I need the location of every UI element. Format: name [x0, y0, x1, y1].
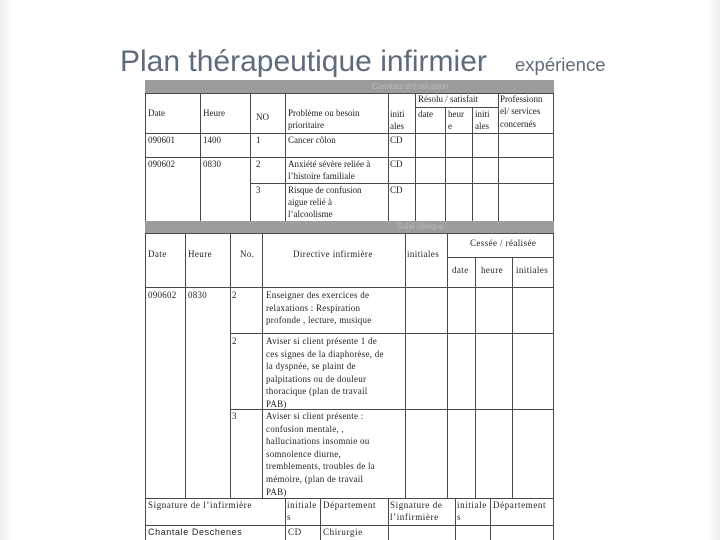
- suivi-header-date: Date: [148, 249, 167, 259]
- constats-header-resolu: Résolu / satisfait: [418, 94, 478, 104]
- suivi-cell-no: 2: [232, 290, 237, 300]
- grid-line: [285, 498, 286, 540]
- signature-header-signature: Signature de l’infirmière: [390, 500, 443, 522]
- suivi-header-cessee-date: date: [452, 265, 469, 275]
- signature-cell-name: Chantale Deschenes: [148, 527, 243, 537]
- suivi-header-no: No.: [240, 249, 255, 259]
- suivi-header-directive: Directive infirmière: [293, 249, 373, 259]
- constats-cell-heure: 0830: [203, 159, 221, 169]
- signature-header-departement: Département: [493, 500, 547, 510]
- constats-cell-initiales: CD: [390, 135, 403, 145]
- slide-tag: expérience: [515, 54, 606, 75]
- suivi-header-heure: Heure: [188, 249, 212, 259]
- suivi-cell-no: 2: [232, 336, 237, 346]
- grid-line: [455, 498, 456, 540]
- constats-header-professionnels: Professionn el/ services concernés: [500, 94, 543, 129]
- constats-cell-probleme: Risque de confusion aigue relié à l’alcoolisme: [288, 184, 362, 220]
- grid-line: [320, 498, 321, 540]
- suivi-header-cessee-heure: heure: [481, 265, 503, 275]
- constats-cell-probleme: Cancer côlon: [288, 135, 336, 145]
- suivi-cell-directive: Enseigner des exercices de relaxations : Respiration profonde , lecture, musique: [266, 290, 372, 326]
- suivi-cell-date: 090602: [148, 290, 177, 300]
- grid-line: [490, 498, 491, 540]
- grid-line: [145, 498, 146, 540]
- suivi-cell-no: 3: [232, 411, 237, 421]
- constats-cell-initiales: CD: [390, 159, 403, 169]
- signature-cell-initiales: CD: [288, 527, 302, 537]
- constats-cell-no: 2: [256, 159, 261, 169]
- constats-header-probleme: Problème ou besoin prioritaire: [288, 108, 360, 131]
- suivi-header-initiales: initiales: [407, 249, 440, 259]
- suivi-header-cessee: Cessée / réalisée: [470, 238, 537, 248]
- constats-cell-date: 090602: [148, 159, 175, 169]
- constats-cell-no: 3: [256, 184, 261, 195]
- slide-title: Plan thérapeutique infirmier: [120, 45, 487, 78]
- constats-header-initiales: initi ales: [390, 109, 405, 132]
- signature-header-signature: Signature de l’infirmière: [148, 500, 252, 510]
- section-label-constats: Constats d’évaluation: [372, 82, 449, 91]
- suivi-cell-directive: Aviser si client présente : confusion mentale, , hallucinations insomnie ou somnolence diurne, tremblements, troubles de la mémoire, (plan de travail PAB): [266, 411, 375, 497]
- suivi-cell-directive: Aviser si client présente 1 de ces signes de la diaphorèse, de la dyspnée, se plaint de palpitations ou de douleur thoracique (plan de travail PAB): [266, 336, 384, 409]
- grid-line: [388, 498, 389, 540]
- constats-header-resolu-initiales: initi ales: [475, 109, 490, 132]
- constats-header-no: NO: [256, 112, 269, 122]
- constats-header-heure: Heure: [203, 108, 225, 118]
- suivi-header-cessee-initiales: initiales: [516, 265, 549, 275]
- constats-cell-no: 1: [256, 135, 261, 145]
- constats-header-date: Date: [148, 108, 165, 118]
- signature-header-initiales: initiale s: [457, 500, 487, 522]
- signature-cell-departement: Chirurgie: [323, 527, 363, 537]
- constats-cell-heure: 1400: [203, 135, 221, 145]
- signature-header-initiales: initiale s: [287, 500, 317, 522]
- signature-header-departement: Département: [323, 500, 377, 510]
- constats-cell-initiales: CD: [390, 184, 403, 195]
- constats-header-resolu-heure: heur e: [448, 109, 464, 132]
- constats-cell-date: 090601: [148, 135, 175, 145]
- section-label-suivi: Suivi clinique: [397, 222, 444, 231]
- suivi-cell-heure: 0830: [188, 290, 207, 300]
- grid-line: [553, 498, 554, 540]
- constats-header-resolu-date: date: [418, 109, 433, 119]
- constats-cell-probleme: Anxiété sévère reliée à l’histoire familiale: [288, 159, 371, 182]
